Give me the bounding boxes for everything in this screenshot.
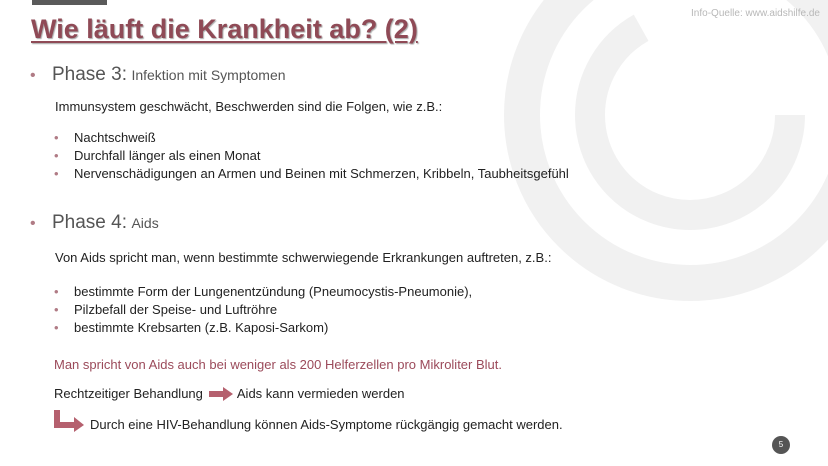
helper-cell-note: Man spricht von Aids auch bei weniger als 200 Helferzellen pro Mikroliter Blut.: [54, 357, 502, 372]
treatment-row: [54, 386, 405, 401]
phase-3-label: Phase 3:: [52, 64, 127, 85]
phase-4-subtitle: Aids: [131, 215, 159, 231]
list-item: • Pilzbefall der Speise- und Luftröhre: [54, 302, 278, 317]
top-accent-bar: [32, 0, 107, 5]
source-note: Info-Quelle: www.aidshilfe.de: [691, 8, 820, 19]
bullet-icon: •: [30, 67, 36, 84]
list-item: • bestimmte Form der Lungenentzündung (Pneumocystis-Pneumonie),: [54, 284, 473, 299]
phase-3-intro: Immunsystem geschwächt, Beschwerden sind die Folgen, wie z.B.:: [55, 99, 443, 114]
phase-3-subtitle: Infektion mit Symptomen: [131, 67, 286, 83]
phase-3-symptom-list: [54, 129, 569, 183]
treatment-result: Durch eine HIV-Behandlung können Aids-Symptome rückgängig gemacht werden.: [90, 417, 563, 432]
treatment-result-row: [54, 410, 563, 432]
list-item: • Durchfall länger als einen Monat: [54, 148, 261, 163]
bullet-icon: •: [30, 215, 36, 232]
bullet-icon: •: [54, 130, 59, 145]
phase-3-heading: [30, 64, 286, 86]
bullet-icon: •: [54, 148, 59, 163]
phase-4-heading: [30, 212, 159, 234]
bullet-icon: •: [54, 302, 59, 317]
phase-4-label: Phase 4:: [52, 212, 127, 233]
bullet-icon: •: [54, 166, 59, 181]
list-item: • bestimmte Krebsarten (z.B. Kaposi-Sarkom): [54, 320, 329, 335]
treatment-effect: Aids kann vermieden werden: [236, 386, 405, 401]
list-item: • Nervenschädigungen an Armen und Beinen mit Schmerzen, Kribbeln, Taubheitsgefühl: [54, 166, 569, 181]
phase-4-disease-list: [54, 283, 472, 337]
page-number-badge: 5: [772, 436, 790, 454]
bullet-icon: •: [54, 320, 59, 335]
turn-right-arrow-icon: [54, 410, 84, 432]
slide-title: Wie läuft die Krankheit ab? (2): [31, 14, 418, 44]
right-arrow-icon: [209, 387, 233, 401]
list-item: • Nachtschweiß: [54, 130, 156, 145]
bullet-icon: •: [54, 284, 59, 299]
treatment-cause: Rechtzeitiger Behandlung: [54, 386, 203, 401]
phase-4-intro: Von Aids spricht man, wenn bestimmte schwerwiegende Erkrankungen auftreten, z.B.:: [55, 250, 552, 265]
